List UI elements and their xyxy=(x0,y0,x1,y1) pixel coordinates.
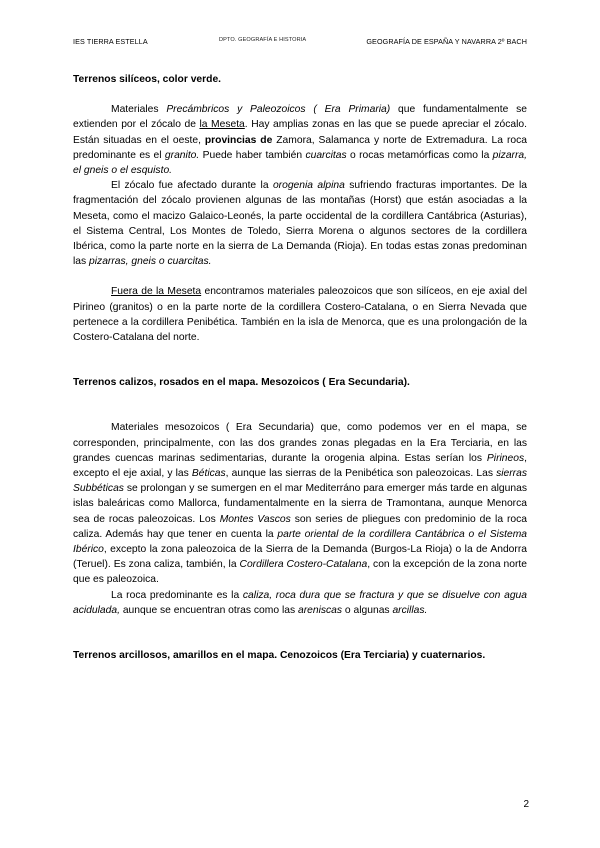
page-number: 2 xyxy=(523,799,529,810)
document-body xyxy=(73,72,527,663)
section1-paragraph-3: Fuera de la Meseta encontramos materiales paleozoicos que son silíceos, en eje axial del Pirineo (granitos) o en la parte norte de la cordillera Costero-Catalana, o en Sierra Nevada que pertenece a la cordillera Penibética. También en la isla de Menorca, que es una prolongación de la Costero-Catalana del norte. xyxy=(73,286,527,344)
section3-heading: Terrenos arcillosos, amarillos en el mapa. Cenozoicos (Era Terciaria) y cuaternarios. xyxy=(73,650,486,662)
section1-heading: Terrenos silíceos, color verde. xyxy=(73,74,222,85)
section2-heading: Terrenos calizos, rosados en el mapa. Mesozoicos ( Era Secundaria). xyxy=(73,377,410,389)
page-header xyxy=(73,37,527,49)
header-school: IES TIERRA ESTELLA xyxy=(73,37,148,46)
header-department: DPTO. GEOGRAFÍA E HISTORIA xyxy=(219,37,307,43)
section2-paragraph-2: La roca predominante es la caliza, roca dura que se fractura y que se disuelve con agua acidulada, aunque se encuentran otras como las areniscas o algunas arcillas. xyxy=(73,589,527,616)
header-course: GEOGRAFÍA DE ESPAÑA Y NAVARRA 2º BACH xyxy=(366,37,527,46)
section1-paragraph-2: El zócalo fue afectado durante la orogenia alpina sufriendo fracturas importantes. De la fragmentación del zócalo provienen algunas de las montañas (Horst) que están asociadas a la Meseta, como el macizo Galaico-Leonés, la parte occidental de la cordillera Cantábrica (Asturias), el Sistema Central, Los Montes de Toledo, Sierra Morena o algunos sectores de la cordillera Ibérica, como la parte norte en la sierra de La Demanda (Rioja). En todas estas zonas predominan las pizarras, gneis o cuarcitas. xyxy=(73,180,528,268)
section1-paragraph-1: Materiales Precámbricos y Paleozoicos ( Era Primaria) que fundamentalmente se extienden por el zócalo de la Meseta. Hay amplias zonas en las que se puede apreciar el zócalo. Están situadas en el oeste, provincias de Zamora, Salamanca y norte de Extremadura. La roca predominante es el granito. Puede haber también cuarcitas o rocas metamórficas como la pizarra, el gneis o el esquisto. xyxy=(73,104,527,177)
section2-paragraph-1: Materiales mesozoicos ( Era Secundaria) que, como podemos ver en el mapa, se corresponden, principalmente, con las dos grandes zonas plegadas en la Era Terciaria, en las grandes cuencas marinas sedimentarias, durante la orogenia alpina. Estas serían los Pirineos, excepto el eje axial, y las Béticas, aunque las sierras de la Penibética son paleozoicas. Las sierras Subbéticas se prolongan y se sumergen en el mar Mediterráno para emerger más tarde en algunas islas baleáricas como Mallorca, fundamentalmente en la sierra de Tramontana, aunque Menorca sea de rocas paleozoicas. Los Montes Vascos son series de pliegues con predominio de la roca caliza. Además hay que tener en cuenta la parte oriental de la cordillera Cantábrica o el Sistema Ibérico, excepto la zona paleozoica de la Sierra de la Demanda (Burgos-La Rioja) o la de Andorra (Teruel). Es zona caliza, también, la Cordillera Costero-Catalana, con la excepción de la zona norte que es paleozoica. xyxy=(73,422,528,586)
